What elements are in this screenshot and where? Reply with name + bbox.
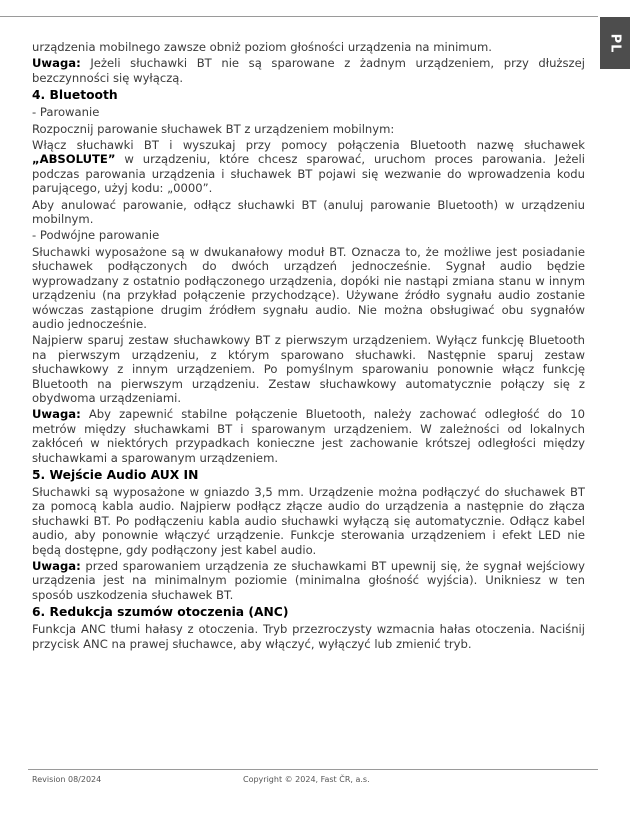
note-label: Uwaga:: [32, 559, 81, 573]
top-divider: [0, 16, 598, 17]
section-4-note: [32, 407, 585, 465]
intro-note: [32, 56, 585, 85]
paragraph: Aby anulować parowanie, odłącz słuchawki BT (anuluj parowanie Bluetooth) w urządzeniu mobilnym.: [32, 197, 585, 227]
note-text: Jeżeli słuchawki BT nie są sparowane z żadnym urządzeniem, przy dłuższej bezczynności się wyłączą.: [32, 56, 585, 85]
footer-copyright: Copyright © 2024, Fast ČR, a.s.: [243, 775, 370, 784]
note-text: Aby zapewnić stabilne połączenie Bluetooth, należy zachować odległość do 10 metrów między słuchawkami BT i sparowanym urządzeniem. W zależności od lokalnych zakłóceń w niektórych przypadkach konieczne jest zachowanie krótszej odległości między słuchawkami a sparowanym urządzeniem.: [32, 407, 585, 465]
paragraph: Słuchawki są wyposażone w gniazdo 3,5 mm. Urządzenie można podłączyć do słuchawek BT za pomocą kabla audio. Najpierw podłącz złącze audio do urządzenia a następnie do złącza słuchawki BT. Po podłączeniu kabla audio słuchawki wyłączą się automatycznie. Odłącz kabel audio, aby ponownie włączyć urządzenie. Funkcje sterowania urządzeniem i efekt LED nie będą dostępne, gdy podłączony jest kabel audio.: [32, 484, 585, 557]
note-text: przed sparowaniem urządzenia ze słuchawkami BT upewnij się, że sygnał wejściowy urządzenia jest na minimalnym poziomie (minimalna głośność wyjścia). Unikniesz w ten sposób uszkodzenia słuchawek BT.: [32, 559, 585, 602]
text-span: w urządzeniu, które chcesz sparować, uruchom proces parowania. Jeżeli podczas parowania urządzenia i słuchawek BT pojawi się wezwanie do wprowadzenia kodu parującego, użyj kodu: „0000”.: [32, 152, 585, 196]
section-5-heading: 5. Wejście Audio AUX IN: [32, 467, 199, 482]
footer-revision: Revision 08/2024: [32, 775, 102, 784]
text-span: Włącz słuchawki BT i wyszukaj przy pomocy połączenia Bluetooth nazwę słuchawek: [32, 138, 585, 153]
document-body: [32, 40, 585, 653]
note-label: Uwaga:: [32, 407, 81, 422]
paragraph: Rozpocznij parowanie słuchawek BT z urządzeniem mobilnym:: [32, 121, 395, 136]
paragraph: Funkcja ANC tłumi hałasy z otoczenia. Tryb przezroczysty wzmacnia hałas otoczenia. Naciśnij przycisk ANC na prawej słuchawce, aby włączyć, wyłączyć lub zmienić tryb.: [32, 622, 585, 651]
subheading-pairing: - Parowanie: [32, 105, 100, 120]
subheading-dual-pairing: - Podwójne parowanie: [32, 228, 160, 243]
language-code: PL: [607, 33, 623, 53]
section-6-heading: 6. Redukcja szumów otoczenia (ANC): [32, 605, 289, 620]
language-tab: [600, 17, 630, 69]
section-5-note: [32, 559, 585, 602]
intro-text: urządzenia mobilnego zawsze obniż poziom głośności urządzenia na minimum.: [32, 40, 492, 54]
bottom-divider: [28, 769, 598, 770]
section-4-heading: 4. Bluetooth: [32, 88, 118, 103]
device-name: „ABSOLUTE”: [32, 152, 116, 167]
paragraph: Słuchawki wyposażone są w dwukanałowy moduł BT. Oznacza to, że możliwe jest posiadanie słuchawek podłączonych do dwóch urządzeń jednocześnie. Sygnał audio będzie wyprowadzany z ostatnio podłączonego urządzenia, dopóki nie nastąpi zmiana stanu w innym urządzeniu (na przykład połączenie przychodzące). Używane źródło sygnału audio zostanie wówczas zastąpione drugim źródłem sygnału audio. Nie można obsługiwać obu sygnałów audio jednocześnie.: [32, 244, 585, 331]
paragraph: Najpierw sparuj zestaw słuchawkowy BT z pierwszym urządzeniem. Wyłącz funkcję Bluetooth na pierwszym urządzeniu, z którym sparowano słuchawki. Następnie sparuj zestaw słuchawkowy z innym urządzeniem. Po pomyślnym sparowaniu ponownie włącz funkcję Bluetooth na pierwszym urządzeniu. Zestaw słuchawkowy automatycznie połączy się z obydwoma urządzeniami.: [32, 333, 585, 405]
note-label: Uwaga:: [32, 56, 81, 71]
intro-paragraph: [32, 40, 585, 54]
paragraph-pairing-steps: [32, 138, 585, 196]
